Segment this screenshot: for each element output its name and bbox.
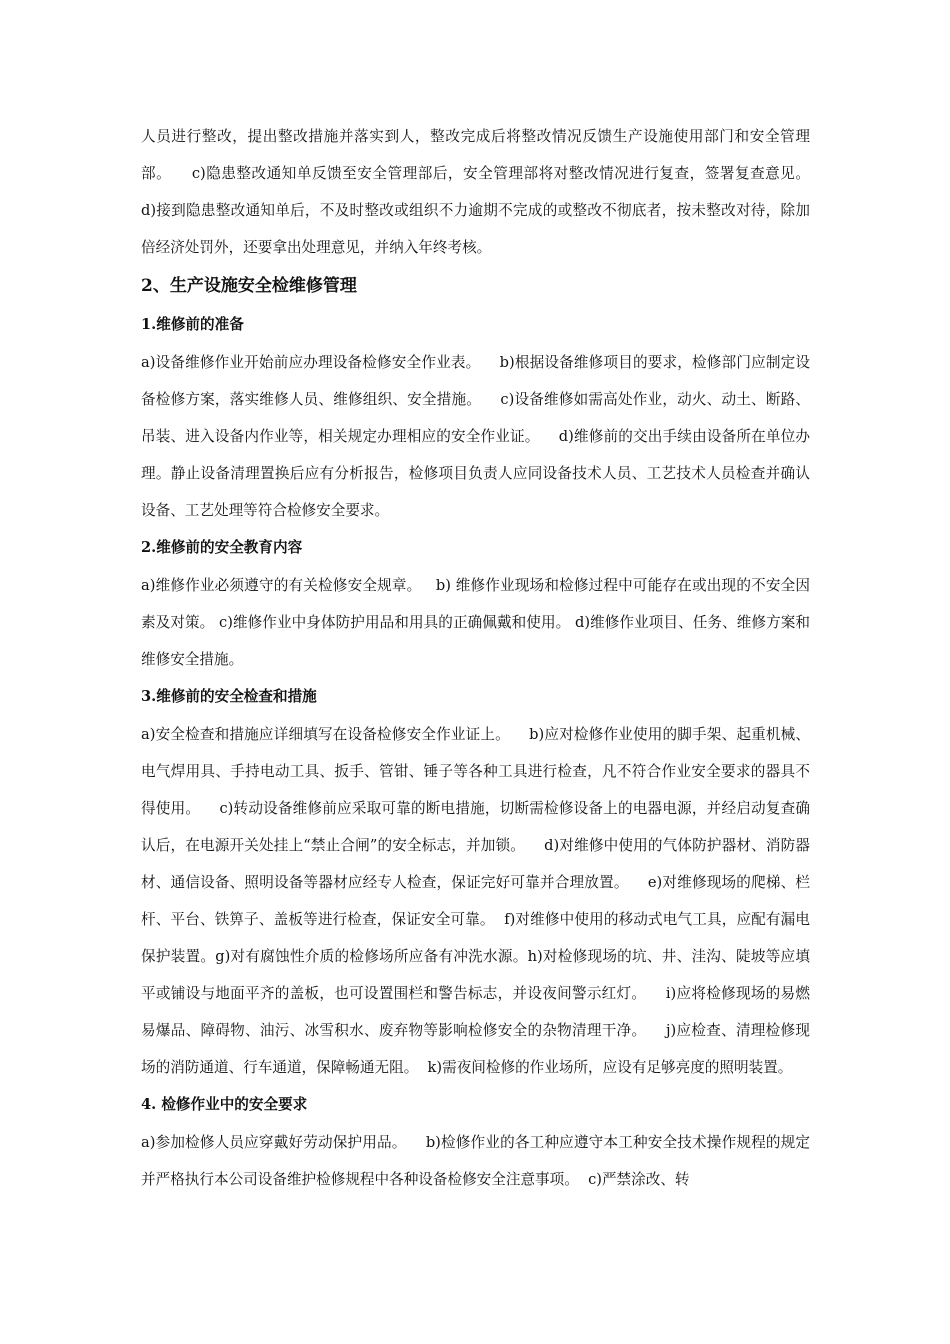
subheading-safety-inspection-measures: 3.维修前的安全检查和措施 [141,688,317,705]
section-heading-maintenance-management: 2、生产设施安全检维修管理 [141,276,357,296]
subheading-pre-maintenance-preparation: 1.维修前的准备 [141,316,244,333]
paragraph-safety-inspection-measures: a)安全检查和措施应详细填写在设备检修安全作业证上。 b)应对检修作业使用的脚手架、起重机械、电气焊用具、手持电动工具、扳手、管钳、锤子等各种工具进行检查，凡不符合作业安全要求的器具不得使用。 c)转动设备维修前应采取可靠的断电措施，切断需检修设备上的电器电源，并经启动复查确认后，在电源开关处挂上“禁止合闸”的安全标志，并加锁。 d)对维修中使用的气体防护器材、消防器材、通信设备、照明设备等器材应经专人检查，保证完好可靠并合理放置。 e)对维修现场的爬梯、栏杆、平台、铁箅子、盖板等进行检查，保证安全可靠。 f)对维修中使用的移动式电气工具，应配有漏电保护装置。g)对有腐蚀性介质的检修场所应备有冲洗水源。h)对检修现场的坑、井、洼沟、陡坡等应填平或铺设与地面平齐的盖板，也可设置围栏和警告标志，并设夜间警示红灯。 i)应将检修现场的易燃易爆品、障碍物、油污、冰雪积水、废弃物等影响检修安全的杂物清理干净。 j)应检查、清理检修现场的消防通道、行车通道，保障畅通无阻。 k)需夜间检修的作业场所，应设有足够亮度的照明装置。 [141,726,810,1076]
paragraph-in-work-safety-requirements: a)参加检修人员应穿戴好劳动保护用品。 b)检修作业的各工种应遵守本工种安全技术操作规程的规定并严格执行本公司设备维护检修规程中各种设备检修安全注意事项。 c)严禁涂改、转 [141,1134,810,1188]
paragraph-pre-maintenance-preparation: a)设备维修作业开始前应办理设备检修安全作业表。 b)根据设备维修项目的要求，检修部门应制定设备检修方案，落实维修人员、维修组织、安全措施。 c)设备维修如需高处作业，动火、动土、断路、吊装、进入设备内作业等，相关规定办理相应的安全作业证。 d)维修前的交出手续由设备所在单位办理。静止设备清理置换后应有分析报告，检修项目负责人应同设备技术人员、工艺技术人员检查并确认设备、工艺处理等符合检修安全要求。 [141,354,810,519]
paragraph-safety-education: a)维修作业必须遵守的有关检修安全规章。 b) 维修作业现场和检修过程中可能存在或出现的不安全因素及对策。 c)维修作业中身体防护用品和用具的正确佩戴和使用。 d)维修作业项目、任务、维修方案和维修安全措施。 [141,577,810,668]
paragraph-rectification-followup: 人员进行整改，提出整改措施并落实到人，整改完成后将整改情况反馈生产设施使用部门和安全管理部。 c)隐患整改通知单反馈至安全管理部后，安全管理部将对整改情况进行复查，签署复查意见。 d)接到隐患整改通知单后，不及时整改或组织不力逾期不完成的或整改不彻底者，按未整改对待，除加倍经济处罚外，还要拿出处理意见，并纳入年终考核。 [141,128,829,256]
subheading-safety-education: 2.维修前的安全教育内容 [141,539,303,556]
subheading-in-work-safety-requirements: 4. 检修作业中的安全要求 [141,1096,308,1113]
